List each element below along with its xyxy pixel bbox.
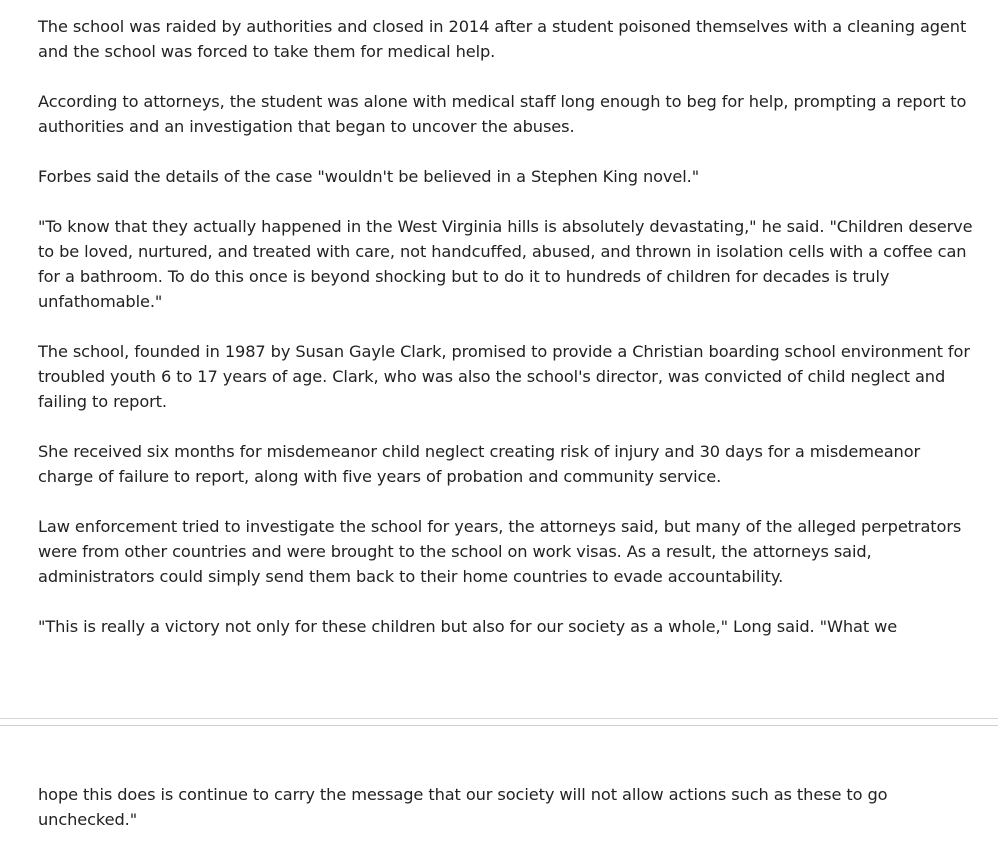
article-paragraph: The school was raided by authorities and closed in 2014 after a student poisoned themselves with a cleaning agent and the school was forced to take them for medical help. — [38, 17, 967, 61]
page-break-divider — [0, 718, 998, 726]
article-paragraph: The school, founded in 1987 by Susan Gayle Clark, promised to provide a Christian boarding school environment for troubled youth 6 to 17 years of age. Clark, who was also the school's director, was convicted of child neglect and failing to report. — [38, 342, 970, 411]
document-page-bottom — [0, 726, 998, 841]
article-paragraph: Law enforcement tried to investigate the school for years, the attorneys said, but many of the alleged perpetrators were from other countries and were brought to the school on work visas. As a result, the attorneys said, administrators could simply send them back to their home countries to evade accountability. — [38, 517, 962, 586]
article-body-continued — [38, 782, 973, 857]
article-paragraph: "To know that they actually happened in the West Virginia hills is absolutely devastating," he said. "Children deserve to be loved, nurtured, and treated with care, not handcuffed, abused, and thrown in isolation cells with a coffee can for a bathroom. To do this once is beyond shocking but to do it to hundreds of children for decades is truly unfathomable." — [38, 217, 973, 311]
article-paragraph: According to attorneys, the student was alone with medical staff long enough to beg for help, prompting a report to authorities and an investigation that began to uncover the abuses. — [38, 92, 967, 136]
article-paragraph: Forbes said the details of the case "wouldn't be believed in a Stephen King novel." — [38, 167, 700, 186]
article-paragraph: "This is really a victory not only for these children but also for our society as a whole," Long said. "What we — [38, 617, 898, 636]
article-paragraph-continued: hope this does is continue to carry the message that our society will not allow actions such as these to go unchecked." — [38, 785, 888, 829]
article-paragraph: She received six months for misdemeanor child neglect creating risk of injury and 30 days for a misdemeanor charge of failure to report, along with five years of probation and community service. — [38, 442, 921, 486]
article-body — [38, 14, 973, 664]
